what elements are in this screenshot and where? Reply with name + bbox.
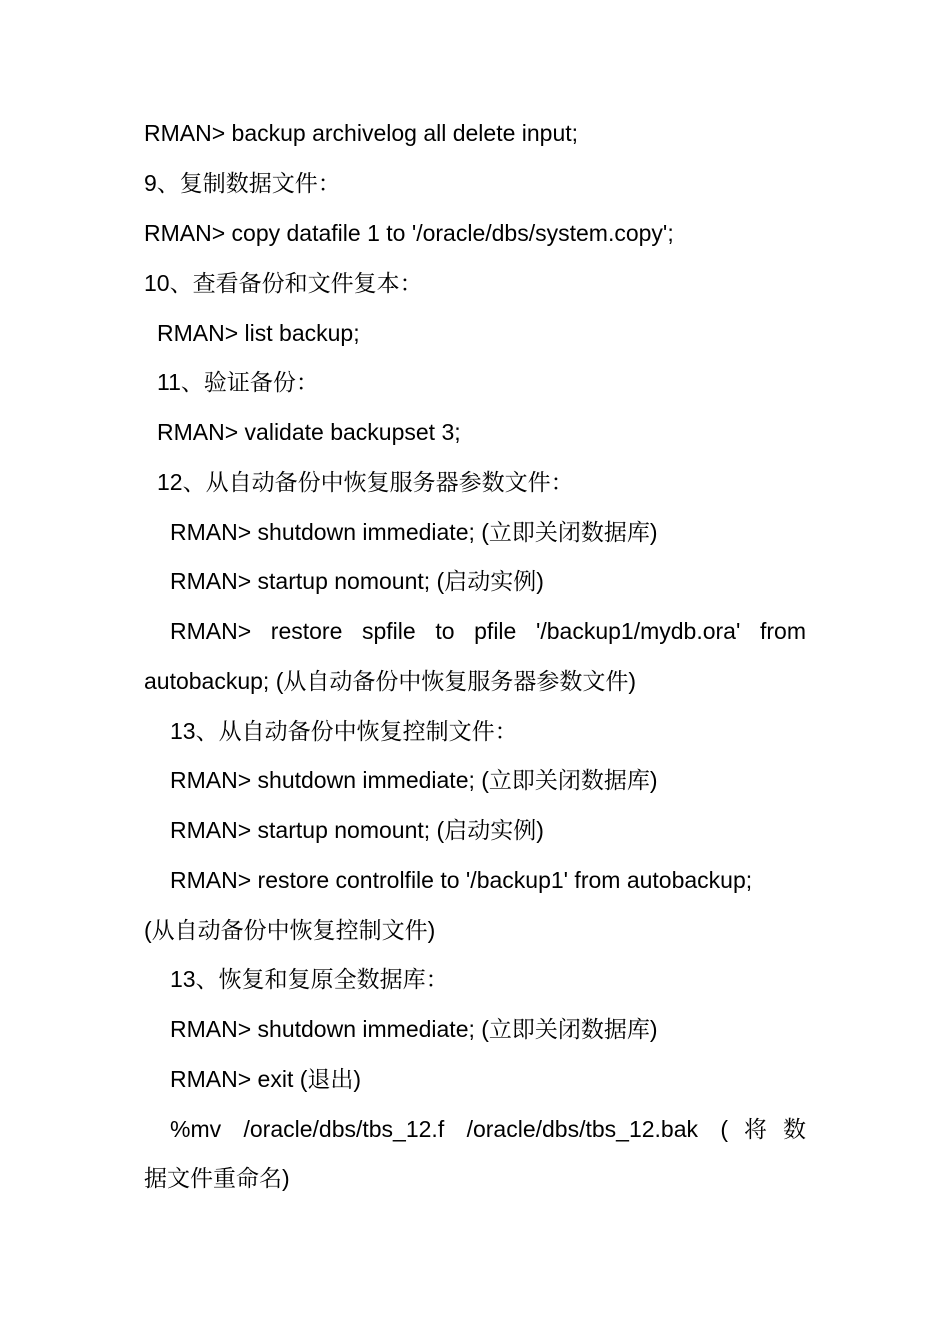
text-line-startup-nomount-2: RMAN> startup nomount; (启动实例) — [170, 817, 544, 843]
heading-restore-controlfile: 13、从自动备份中恢复控制文件： — [170, 718, 518, 744]
text-line-mv-datafile: %mv /oracle/dbs/tbs_12.f /oracle/dbs/tbs_12.bak (将数 — [170, 1116, 806, 1142]
text-line-mv-datafile-cont: 据文件重命名) — [144, 1165, 290, 1191]
text-line-restore-controlfile-cont: (从自动备份中恢复控制文件) — [144, 917, 436, 943]
text-line-startup-nomount-1: RMAN> startup nomount; (启动实例) — [170, 568, 544, 594]
heading-restore-full-database: 13、恢复和复原全数据库： — [170, 966, 449, 992]
text-line-list-backup: RMAN> list backup; — [157, 320, 360, 346]
text-line-shutdown-1: RMAN> shutdown immediate; (立即关闭数据库) — [170, 519, 658, 545]
text-line-backup-archivelog: RMAN> backup archivelog all delete input; — [144, 120, 579, 146]
text-line-copy-datafile: RMAN> copy datafile 1 to '/oracle/dbs/system.copy'; — [144, 220, 674, 246]
text-line-validate-backupset: RMAN> validate backupset 3; — [157, 419, 461, 445]
text-line-shutdown-2: RMAN> shutdown immediate; (立即关闭数据库) — [170, 767, 658, 793]
text-line-restore-controlfile: RMAN> restore controlfile to '/backup1' from autobackup; — [170, 867, 753, 893]
text-line-shutdown-3: RMAN> shutdown immediate; (立即关闭数据库) — [170, 1016, 658, 1042]
heading-restore-spfile: 12、从自动备份中恢复服务器参数文件： — [157, 469, 574, 495]
heading-list-backup: 10、查看备份和文件复本： — [144, 270, 423, 296]
text-line-exit: RMAN> exit (退出) — [170, 1066, 362, 1092]
text-line-restore-spfile-cont: autobackup; (从自动备份中恢复服务器参数文件) — [144, 668, 637, 694]
text-line-restore-spfile: RMAN> restore spfile to pfile '/backup1/mydb.ora' from — [170, 618, 806, 644]
heading-copy-datafile: 9、复制数据文件： — [144, 170, 341, 196]
heading-validate-backup: 11、验证备份： — [157, 369, 319, 395]
